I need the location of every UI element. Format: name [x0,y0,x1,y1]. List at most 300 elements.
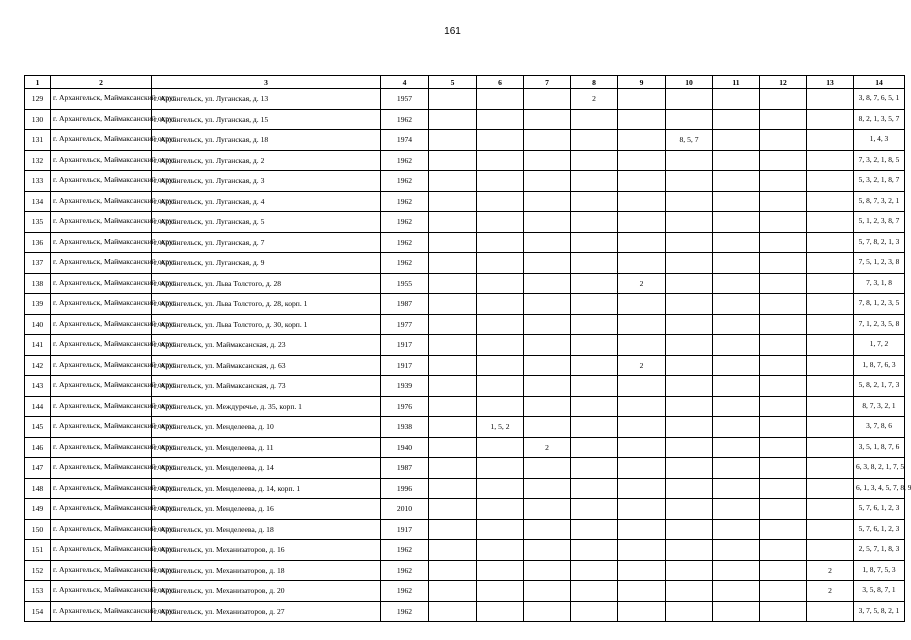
col10-cell [666,273,713,294]
col7-cell [524,109,571,130]
address-cell: г. Архангельск, ул. Луганская, д. 5 [152,212,381,233]
location-cell: г. Архангельск, Маймаксанский округ [51,191,152,212]
col11-cell [713,601,760,622]
col7-cell [524,540,571,561]
column-header: 14 [854,76,905,89]
col9-cell [618,232,666,253]
table-row [25,437,905,458]
column-header: 1 [25,76,51,89]
col14-cell: 1, 8, 7, 6, 3 [854,355,905,376]
location-cell: г. Архангельск, Маймаксанский округ [51,212,152,233]
table-row [25,150,905,171]
address-cell: г. Архангельск, ул. Междуречье, д. 35, корп. 1 [152,396,381,417]
location-cell: г. Архангельск, Маймаксанский округ [51,519,152,540]
row-number-cell: 142 [25,355,51,376]
col7-cell [524,355,571,376]
row-number-cell: 138 [25,273,51,294]
col9-cell [618,130,666,151]
col13-cell [807,519,854,540]
address-cell: г. Архангельск, ул. Менделеева, д. 14 [152,458,381,479]
col5-cell [429,417,477,438]
table-row [25,314,905,335]
year-cell: 1962 [381,540,429,561]
col13-cell [807,212,854,233]
location-cell: г. Архангельск, Маймаксанский округ [51,335,152,356]
col7-cell [524,294,571,315]
table-row [25,273,905,294]
address-cell: г. Архангельск, ул. Менделеева, д. 14, корп. 1 [152,478,381,499]
col14-cell: 1, 8, 7, 5, 3 [854,560,905,581]
col14-cell: 3, 5, 8, 7, 1 [854,581,905,602]
col8-cell [571,519,618,540]
col9-cell [618,150,666,171]
row-number-cell: 152 [25,560,51,581]
col6-cell [477,437,524,458]
col12-cell [760,376,807,397]
col5-cell [429,478,477,499]
col11-cell [713,519,760,540]
col6-cell [477,171,524,192]
col12-cell [760,519,807,540]
col6-cell: 1, 5, 2 [477,417,524,438]
col7-cell [524,581,571,602]
col12-cell [760,601,807,622]
row-number-cell: 130 [25,109,51,130]
page-number: 161 [444,26,461,37]
col5-cell [429,109,477,130]
col7-cell [524,335,571,356]
address-cell: г. Архангельск, ул. Луганская, д. 18 [152,130,381,151]
year-cell: 2010 [381,499,429,520]
year-cell: 1962 [381,581,429,602]
location-cell: г. Архангельск, Маймаксанский округ [51,540,152,561]
col10-cell [666,335,713,356]
col6-cell [477,478,524,499]
col9-cell [618,376,666,397]
col11-cell [713,478,760,499]
col13-cell [807,130,854,151]
col8-cell [571,130,618,151]
col13-cell [807,458,854,479]
location-cell: г. Архангельск, Маймаксанский округ [51,232,152,253]
col14-cell: 8, 2, 1, 3, 5, 7 [854,109,905,130]
col11-cell [713,109,760,130]
col8-cell [571,212,618,233]
col10-cell [666,478,713,499]
col7-cell [524,376,571,397]
col11-cell [713,335,760,356]
col11-cell [713,314,760,335]
col12-cell [760,499,807,520]
col6-cell [477,601,524,622]
col10-cell [666,171,713,192]
year-cell: 1955 [381,273,429,294]
col9-cell [618,519,666,540]
col8-cell [571,417,618,438]
col5-cell [429,519,477,540]
row-number-cell: 145 [25,417,51,438]
row-number-cell: 132 [25,150,51,171]
column-header: 6 [477,76,524,89]
col10-cell [666,601,713,622]
col9-cell: 2 [618,273,666,294]
column-header: 9 [618,76,666,89]
col14-cell: 7, 8, 1, 2, 3, 5 [854,294,905,315]
col7-cell [524,130,571,151]
table-row [25,458,905,479]
col12-cell [760,232,807,253]
year-cell: 1962 [381,601,429,622]
col7-cell [524,232,571,253]
row-number-cell: 131 [25,130,51,151]
col9-cell: 2 [618,355,666,376]
address-cell: г. Архангельск, ул. Менделеева, д. 16 [152,499,381,520]
address-cell: г. Архангельск, ул. Льва Толстого, д. 28 [152,273,381,294]
col5-cell [429,150,477,171]
table-row [25,581,905,602]
col7-cell [524,417,571,438]
location-cell: г. Архангельск, Маймаксанский округ [51,499,152,520]
col13-cell [807,499,854,520]
location-cell: г. Архангельск, Маймаксанский округ [51,396,152,417]
col11-cell [713,376,760,397]
col14-cell: 7, 3, 2, 1, 8, 5 [854,150,905,171]
col10-cell [666,560,713,581]
col11-cell [713,437,760,458]
col13-cell [807,376,854,397]
col5-cell [429,396,477,417]
row-number-cell: 141 [25,335,51,356]
col11-cell [713,130,760,151]
address-cell: г. Архангельск, ул. Луганская, д. 13 [152,89,381,110]
table-row [25,499,905,520]
column-header: 8 [571,76,618,89]
row-number-cell: 137 [25,253,51,274]
col9-cell [618,212,666,233]
row-number-cell: 154 [25,601,51,622]
year-cell: 1917 [381,519,429,540]
location-cell: г. Архангельск, Маймаксанский округ [51,150,152,171]
col8-cell [571,109,618,130]
col13-cell: 2 [807,581,854,602]
col13-cell [807,191,854,212]
col6-cell [477,89,524,110]
col9-cell [618,294,666,315]
col9-cell [618,396,666,417]
col8-cell [571,376,618,397]
column-header: 2 [51,76,152,89]
col12-cell [760,89,807,110]
col11-cell [713,458,760,479]
column-header: 12 [760,76,807,89]
col10-cell [666,396,713,417]
col11-cell [713,417,760,438]
col8-cell [571,191,618,212]
col8-cell [571,437,618,458]
col11-cell [713,232,760,253]
col10-cell [666,581,713,602]
col14-cell: 5, 7, 6, 1, 2, 3 [854,519,905,540]
col5-cell [429,355,477,376]
col9-cell [618,314,666,335]
col6-cell [477,232,524,253]
year-cell: 1962 [381,253,429,274]
col7-cell [524,314,571,335]
col9-cell [618,191,666,212]
location-cell: г. Архангельск, Маймаксанский округ [51,458,152,479]
table-row [25,396,905,417]
col6-cell [477,396,524,417]
col8-cell [571,478,618,499]
location-cell: г. Архангельск, Маймаксанский округ [51,314,152,335]
col6-cell [477,519,524,540]
col11-cell [713,150,760,171]
address-cell: г. Архангельск, ул. Маймаксанская, д. 73 [152,376,381,397]
table-row [25,335,905,356]
col5-cell [429,601,477,622]
column-header: 4 [381,76,429,89]
col8-cell [571,560,618,581]
col11-cell [713,396,760,417]
col7-cell [524,478,571,499]
col14-cell: 3, 8, 7, 6, 5, 1 [854,89,905,110]
address-cell: г. Архангельск, ул. Менделеева, д. 10 [152,417,381,438]
col10-cell [666,519,713,540]
col5-cell [429,130,477,151]
year-cell: 1962 [381,560,429,581]
table-row [25,560,905,581]
col14-cell: 5, 8, 7, 3, 2, 1 [854,191,905,212]
address-cell: г. Архангельск, ул. Механизаторов, д. 18 [152,560,381,581]
col12-cell [760,273,807,294]
col13-cell [807,601,854,622]
col13-cell [807,150,854,171]
col6-cell [477,109,524,130]
col12-cell [760,253,807,274]
col9-cell [618,417,666,438]
location-cell: г. Архангельск, Маймаксанский округ [51,294,152,315]
address-cell: г. Архангельск, ул. Луганская, д. 7 [152,232,381,253]
col13-cell [807,89,854,110]
year-cell: 1917 [381,335,429,356]
col12-cell [760,540,807,561]
col14-cell: 7, 5, 1, 2, 3, 8 [854,253,905,274]
row-number-cell: 147 [25,458,51,479]
col10-cell [666,540,713,561]
col11-cell [713,253,760,274]
col11-cell [713,355,760,376]
table-body [25,89,911,622]
col5-cell [429,273,477,294]
row-number-cell: 139 [25,294,51,315]
year-cell: 1962 [381,171,429,192]
address-cell: г. Архангельск, ул. Механизаторов, д. 16 [152,540,381,561]
col5-cell [429,191,477,212]
col8-cell [571,253,618,274]
row-number-cell: 149 [25,499,51,520]
row-number-cell: 134 [25,191,51,212]
col12-cell [760,150,807,171]
col6-cell [477,376,524,397]
year-cell: 1917 [381,355,429,376]
year-cell: 1987 [381,458,429,479]
table-row [25,171,905,192]
col8-cell [571,171,618,192]
col7-cell [524,212,571,233]
column-header: 13 [807,76,854,89]
col11-cell [713,273,760,294]
col10-cell [666,417,713,438]
col9-cell [618,601,666,622]
location-cell: г. Архангельск, Маймаксанский округ [51,601,152,622]
col14-cell: 3, 7, 8, 6 [854,417,905,438]
col11-cell [713,581,760,602]
col5-cell [429,540,477,561]
table-row [25,376,905,397]
col8-cell [571,499,618,520]
col9-cell [618,499,666,520]
col8-cell [571,396,618,417]
address-cell: г. Архангельск, ул. Луганская, д. 15 [152,109,381,130]
col9-cell [618,253,666,274]
col7-cell [524,499,571,520]
col14-cell: 7, 3, 1, 8 [854,273,905,294]
col8-cell: 2 [571,89,618,110]
col7-cell [524,191,571,212]
col6-cell [477,581,524,602]
col9-cell [618,581,666,602]
col10-cell [666,294,713,315]
row-number-cell: 135 [25,212,51,233]
table-row [25,540,905,561]
address-cell: г. Архангельск, ул. Менделеева, д. 18 [152,519,381,540]
location-cell: г. Архангельск, Маймаксанский округ [51,89,152,110]
col6-cell [477,253,524,274]
col8-cell [571,601,618,622]
row-number-cell: 143 [25,376,51,397]
column-header: 10 [666,76,713,89]
col13-cell [807,232,854,253]
col14-cell: 1, 7, 2 [854,335,905,356]
location-cell: г. Архангельск, Маймаксанский округ [51,581,152,602]
col13-cell [807,171,854,192]
address-cell: г. Архангельск, ул. Луганская, д. 4 [152,191,381,212]
col10-cell [666,89,713,110]
col6-cell [477,314,524,335]
col9-cell [618,89,666,110]
address-cell: г. Архангельск, ул. Льва Толстого, д. 28, корп. 1 [152,294,381,315]
col6-cell [477,191,524,212]
col6-cell [477,273,524,294]
location-cell: г. Архангельск, Маймаксанский округ [51,253,152,274]
table-row [25,355,905,376]
col7-cell [524,171,571,192]
col8-cell [571,150,618,171]
year-cell: 1996 [381,478,429,499]
table-row [25,294,905,315]
col12-cell [760,314,807,335]
col14-cell: 5, 1, 2, 3, 8, 7 [854,212,905,233]
col13-cell [807,335,854,356]
column-header: 5 [429,76,477,89]
row-number-cell: 136 [25,232,51,253]
col7-cell [524,396,571,417]
col13-cell [807,437,854,458]
col12-cell [760,191,807,212]
col13-cell [807,273,854,294]
col14-cell: 3, 7, 5, 8, 2, 1 [854,601,905,622]
table-row [25,601,905,622]
col8-cell [571,232,618,253]
col5-cell [429,458,477,479]
col10-cell [666,191,713,212]
address-cell: г. Архангельск, ул. Маймаксанская, д. 23 [152,335,381,356]
col7-cell [524,458,571,479]
col5-cell [429,314,477,335]
col5-cell [429,335,477,356]
col12-cell [760,458,807,479]
col14-cell: 3, 5, 1, 8, 7, 6 [854,437,905,458]
col10-cell [666,232,713,253]
col9-cell [618,109,666,130]
year-cell: 1962 [381,232,429,253]
row-number-cell: 146 [25,437,51,458]
col11-cell [713,89,760,110]
address-cell: г. Архангельск, ул. Льва Толстого, д. 30, корп. 1 [152,314,381,335]
col12-cell [760,294,807,315]
row-number-cell: 148 [25,478,51,499]
col10-cell [666,458,713,479]
col7-cell [524,560,571,581]
year-cell: 1962 [381,109,429,130]
col12-cell [760,478,807,499]
table-row [25,89,905,110]
row-number-cell: 133 [25,171,51,192]
address-cell: г. Архангельск, ул. Луганская, д. 2 [152,150,381,171]
col12-cell [760,130,807,151]
table-row [25,417,905,438]
location-cell: г. Архангельск, Маймаксанский округ [51,130,152,151]
col12-cell [760,437,807,458]
col13-cell: 2 [807,560,854,581]
col6-cell [477,294,524,315]
col8-cell [571,335,618,356]
col5-cell [429,294,477,315]
table-row [25,253,905,274]
col13-cell [807,396,854,417]
col11-cell [713,212,760,233]
col7-cell [524,519,571,540]
col5-cell [429,560,477,581]
col8-cell [571,458,618,479]
col14-cell: 6, 1, 3, 4, 5, 7, 8, 9 [854,478,905,499]
col10-cell [666,150,713,171]
col9-cell [618,335,666,356]
address-cell: г. Архангельск, ул. Механизаторов, д. 20 [152,581,381,602]
col5-cell [429,171,477,192]
col8-cell [571,581,618,602]
year-cell: 1939 [381,376,429,397]
col6-cell [477,212,524,233]
year-cell: 1977 [381,314,429,335]
address-cell: г. Архангельск, ул. Менделеева, д. 11 [152,437,381,458]
col5-cell [429,89,477,110]
col12-cell [760,335,807,356]
year-cell: 1940 [381,437,429,458]
col10-cell [666,109,713,130]
col12-cell [760,355,807,376]
col14-cell: 5, 8, 2, 1, 7, 3 [854,376,905,397]
